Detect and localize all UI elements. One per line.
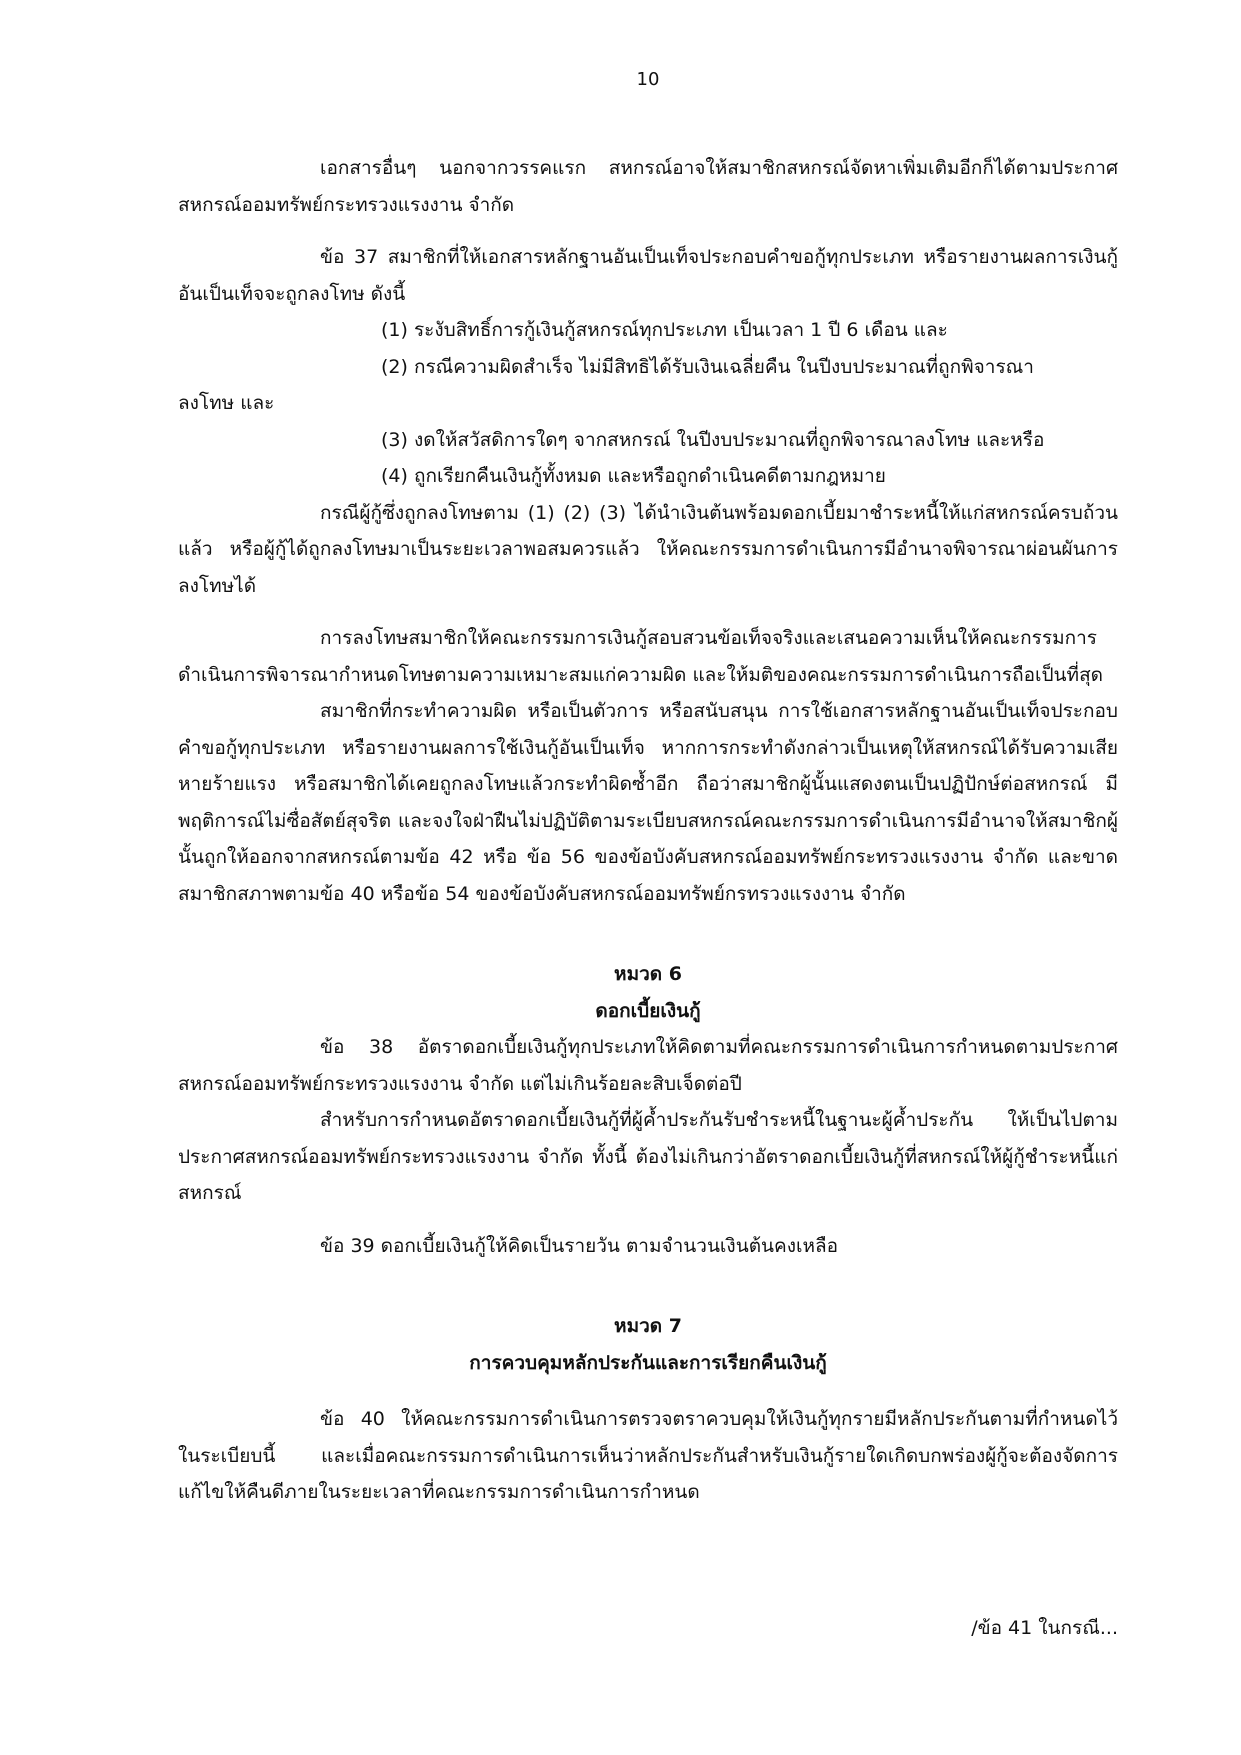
page-number: 10 [636, 69, 660, 90]
penalty-item-3: (3) งดให้สวัสดิการใดๆ จากสหกรณ์ ในปีงบประมาณที่ถูกพิจารณาลงโทษ และหรือ [381, 428, 1045, 451]
section-7 [178, 1308, 1118, 1511]
paragraph-other-documents: เอกสารอื่นๆ นอกจากวรรคแรก สหกรณ์อาจให้สมาชิกสหกรณ์จัดหาเพิ่มเติมอีกก็ได้ตามประกาศสหกรณ์ออมทรัพย์กระทรวงแรงงาน จำกัด [178, 157, 1118, 216]
paragraph-clause-38: ข้อ 38 อัตราดอกเบี้ยเงินกู้ทุกประเภทให้คิดตามที่คณะกรรมการดำเนินการกำหนดตามประกาศสหกรณ์ออมทรัพย์กระทรวงแรงงาน จำกัด แต่ไม่เกินร้อยละสิบเจ็ดต่อปี [178, 1036, 1118, 1095]
document-body [178, 150, 1118, 1511]
section-7-title: หมวด 7 [614, 1315, 682, 1337]
document-page [178, 0, 1118, 1755]
paragraph-clause-40: ข้อ 40 ให้คณะกรรมการดำเนินการตรวจตราควบคุมให้เงินกู้ทุกรายมีหลักประกันตามที่กำหนดไว้ในระเบียบนี้ และเมื่อคณะกรรมการดำเนินการเห็นว่าหลักประกันสำหรับเงินกู้รายใดเกิดบกพร่องผู้กู้จะต้องจัดการแก้ไขให้คืนดีภายในระยะเวลาที่คณะกรรมการดำเนินการกำหนด [178, 1408, 1118, 1503]
section-6-subtitle: ดอกเบี้ยเงินกู้ [595, 999, 701, 1022]
paragraph-penalty-process: การลงโทษสมาชิกให้คณะกรรมการเงินกู้สอบสวนข้อเท็จจริงและเสนอความเห็นให้คณะกรรมการดำเนินการพิจารณากำหนดโทษตามความเหมาะสมแก่ความผิด และให้มติของคณะกรรมการดำเนินการถือเป็นที่สุด [178, 627, 1104, 686]
paragraph-serious-offense: สมาชิกที่กระทำความผิด หรือเป็นตัวการ หรือสนับสนุน การใช้เอกสารหลักฐานอันเป็นเท็จประกอบคำขอกู้ทุกประเภท หรือรายงานผลการใช้เงินกู้อันเป็นเท็จ หากการกระทำดังกล่าวเป็นเหตุให้สหกรณ์ได้รับความเสียหายร้ายแรง หรือสมาชิกได้เคยถูกลงโทษแล้วกระทำผิดซ้ำอีก ถือว่าสมาชิกผู้นั้นแสดงตนเป็นปฏิปักษ์ต่อสหกรณ์ มีพฤติการณ์ไม่ซื่อสัตย์สุจริต และจงใจฝ่าฝืนไม่ปฏิบัติตามระเบียบสหกรณ์คณะกรรมการดำเนินการมีอำนาจให้สมาชิกผู้นั้นถูกให้ออกจากสหกรณ์ตามข้อ 42 หรือ ข้อ 56 ของข้อบังคับสหกรณ์ออมทรัพย์กระทรวงแรงงาน จำกัด และขาดสมาชิกสภาพตามข้อ 40 หรือข้อ 54 ของข้อบังคับสหกรณ์ออมทรัพย์กรทรวงแรงงาน จำกัด [178, 700, 1118, 905]
penalty-item-4: (4) ถูกเรียกคืนเงินกู้ทั้งหมด และหรือถูกดำเนินคดีตามกฎหมาย [381, 465, 886, 487]
paragraph-guarantor-interest: สำหรับการกำหนดอัตราดอกเบี้ยเงินกู้ที่ผู้ค้ำประกันรับชำระหนี้ในฐานะผู้ค้ำประกัน ให้เป็นไปตามประกาศสหกรณ์ออมทรัพย์กระทรวงแรงงาน จำกัด ทั้งนี้ ต้องไม่เกินกว่าอัตราดอกเบี้ยเงินกู้ที่สหกรณ์ให้ผู้กู้ชำระหนี้แก่สหกรณ์ [178, 1109, 1118, 1204]
penalty-item-2-continuation: ลงโทษ และ [178, 392, 275, 414]
section-7-subtitle: การควบคุมหลักประกันและการเรียกคืนเงินกู้ [469, 1351, 827, 1374]
section-6-title: หมวด 6 [614, 963, 682, 985]
penalty-item-1: (1) ระงับสิทธิ์การกู้เงินกู้สหกรณ์ทุกประเภท เป็นเวลา 1 ปี 6 เดือน และ [381, 319, 948, 341]
paragraph-penalty-relief: กรณีผู้กู้ซึ่งถูกลงโทษตาม (1) (2) (3) ได้นำเงินต้นพร้อมดอกเบี้ยมาชำระหนี้ให้แก่สหกรณ์ครบถ้วนแล้ว หรือผู้กู้ได้ถูกลงโทษมาเป็นระยะเวลาพอสมควรแล้ว ให้คณะกรรมการดำเนินการมีอำนาจพิจารณาผ่อนผันการลงโทษได้ [178, 501, 1118, 597]
section-6 [178, 956, 1118, 1264]
paragraph-clause-39: ข้อ 39 ดอกเบี้ยเงินกู้ให้คิดเป็นรายวัน ตามจำนวนเงินต้นคงเหลือ [320, 1234, 839, 1257]
paragraph-clause-37: ข้อ 37 สมาชิกที่ให้เอกสารหลักฐานอันเป็นเท็จประกอบคำขอกู้ทุกประเภท หรือรายงานผลการเงินกู้อันเป็นเท็จจะถูกลงโทษ ดังนี้ [178, 246, 1118, 305]
continuation-note: /ข้อ 41 ในกรณี... [971, 1617, 1118, 1639]
penalty-item-2: (2) กรณีความผิดสำเร็จ ไม่มีสิทธิได้รับเงินเฉลี่ยคืน ในปีงบประมาณที่ถูกพิจารณา [381, 355, 1034, 378]
